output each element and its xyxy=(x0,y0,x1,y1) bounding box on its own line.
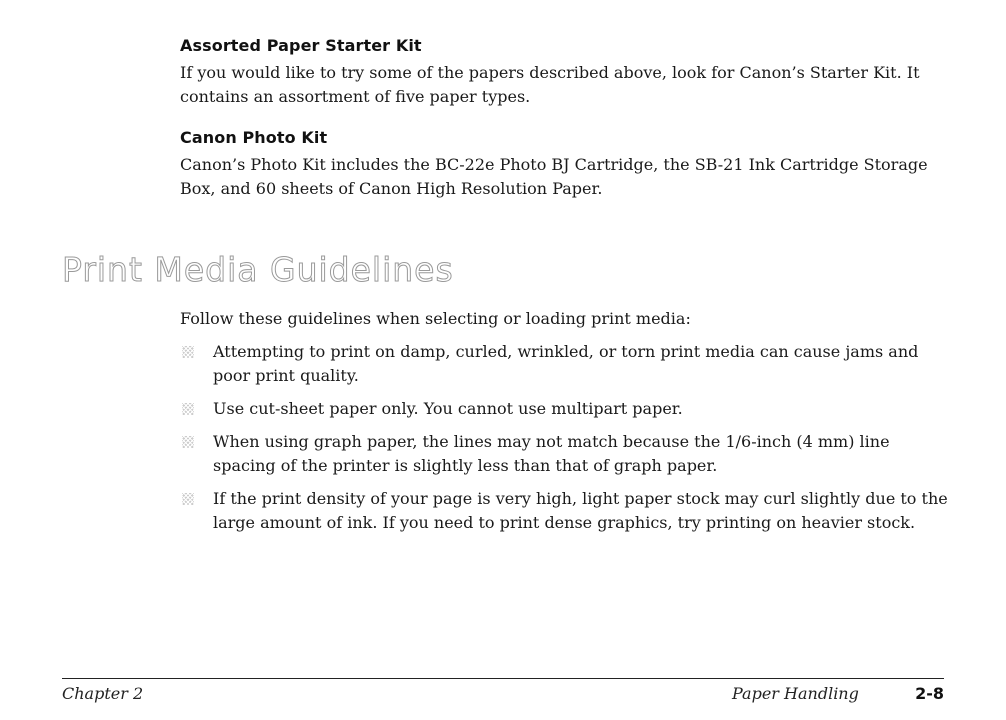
list-item-text: Attempting to print on damp, curled, wrinkled, or torn print media can cause jams and poor print quality. xyxy=(213,342,919,385)
list-item xyxy=(180,487,950,535)
list-item xyxy=(180,340,950,388)
list-item xyxy=(180,430,950,478)
starter-kit-heading: Assorted Paper Starter Kit xyxy=(180,36,422,55)
page-number: 2-8 xyxy=(915,684,944,703)
photo-kit-heading: Canon Photo Kit xyxy=(180,128,328,147)
section-title: Print Media Guidelines xyxy=(62,250,454,289)
footer-divider xyxy=(62,678,944,679)
guidelines-intro: Follow these guidelines when selecting or loading print media: xyxy=(180,309,691,328)
starter-kit-body: If you would like to try some of the papers described above, look for Canon’s Starter Kit. It contains an assortment of five paper types. xyxy=(180,63,920,106)
square-bullet-icon xyxy=(182,346,194,358)
guideline-list xyxy=(180,340,950,544)
square-bullet-icon xyxy=(182,493,194,505)
footer-section: Paper Handling xyxy=(732,684,859,703)
list-item-text: If the print density of your page is very high, light paper stock may curl slightly due to the large amount of ink. If you need to print dense graphics, try printing on heavier stock. xyxy=(213,489,948,532)
footer-chapter: Chapter 2 xyxy=(62,684,144,703)
list-item xyxy=(180,397,950,421)
photo-kit-body: Canon’s Photo Kit includes the BC-22e Photo BJ Cartridge, the SB-21 Ink Cartridge Storage Box, and 60 sheets of Canon High Resolution Paper. xyxy=(180,155,928,198)
square-bullet-icon xyxy=(182,436,194,448)
square-bullet-icon xyxy=(182,403,194,415)
list-item-text: Use cut-sheet paper only. You cannot use multipart paper. xyxy=(213,399,683,418)
list-item-text: When using graph paper, the lines may not match because the 1/6-inch (4 mm) line spacing of the printer is slightly less than that of graph paper. xyxy=(213,432,890,475)
